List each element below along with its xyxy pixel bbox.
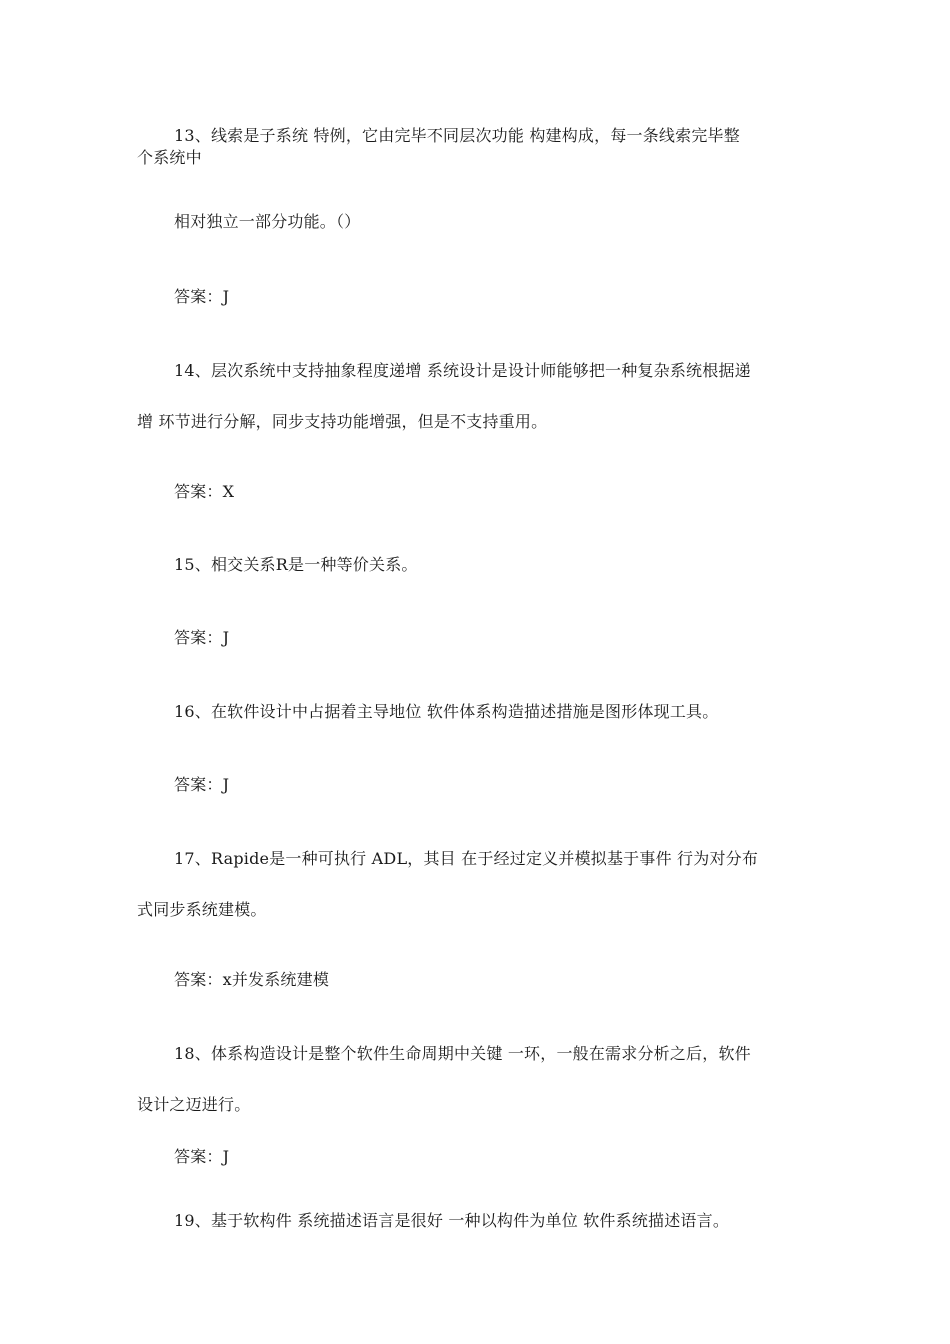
answer-14: 答案：X <box>174 482 235 501</box>
answer-17: 答案：x并发系统建模 <box>174 970 330 989</box>
question-13-line-2: 个系统中 <box>137 148 202 167</box>
question-14-line-2: 增 环节进行分解，同步支持功能增强，但是不支持重用。 <box>137 412 548 431</box>
question-17-line-2: 式同步系统建模。 <box>137 900 267 919</box>
answer-18: 答案：J <box>174 1147 230 1166</box>
question-19-line-1: 19、基于软构件 系统描述语言是很好 一种以构件为单位 软件系统描述语言。 <box>174 1211 730 1230</box>
answer-13: 答案：J <box>174 287 230 306</box>
question-18-line-2: 设计之迈进行。 <box>137 1095 251 1114</box>
question-13-line-3: 相对独立一部分功能。（） <box>174 212 361 231</box>
question-18-line-1: 18、体系构造设计是整个软件生命周期中关键 一环，一般在需求分析之后，软件 <box>174 1044 751 1063</box>
question-15-line-1: 15、相交关系R是一种等价关系。 <box>174 555 418 574</box>
question-13-line-1: 13、线索是子系统 特例，它由完毕不同层次功能 构建构成，每一条线索完毕整 <box>174 126 740 145</box>
answer-16: 答案：J <box>174 775 230 794</box>
answer-15: 答案：J <box>174 628 230 647</box>
question-17-line-1: 17、Rapide是一种可执行 ADL，其目 在于经过定义并模拟基于事件 行为对分布 <box>174 849 759 868</box>
question-16-line-1: 16、在软件设计中占据着主导地位 软件体系构造描述措施是图形体现工具。 <box>174 702 719 721</box>
question-14-line-1: 14、层次系统中支持抽象程度递增 系统设计是设计师能够把一种复杂系统根据递 <box>174 361 751 380</box>
